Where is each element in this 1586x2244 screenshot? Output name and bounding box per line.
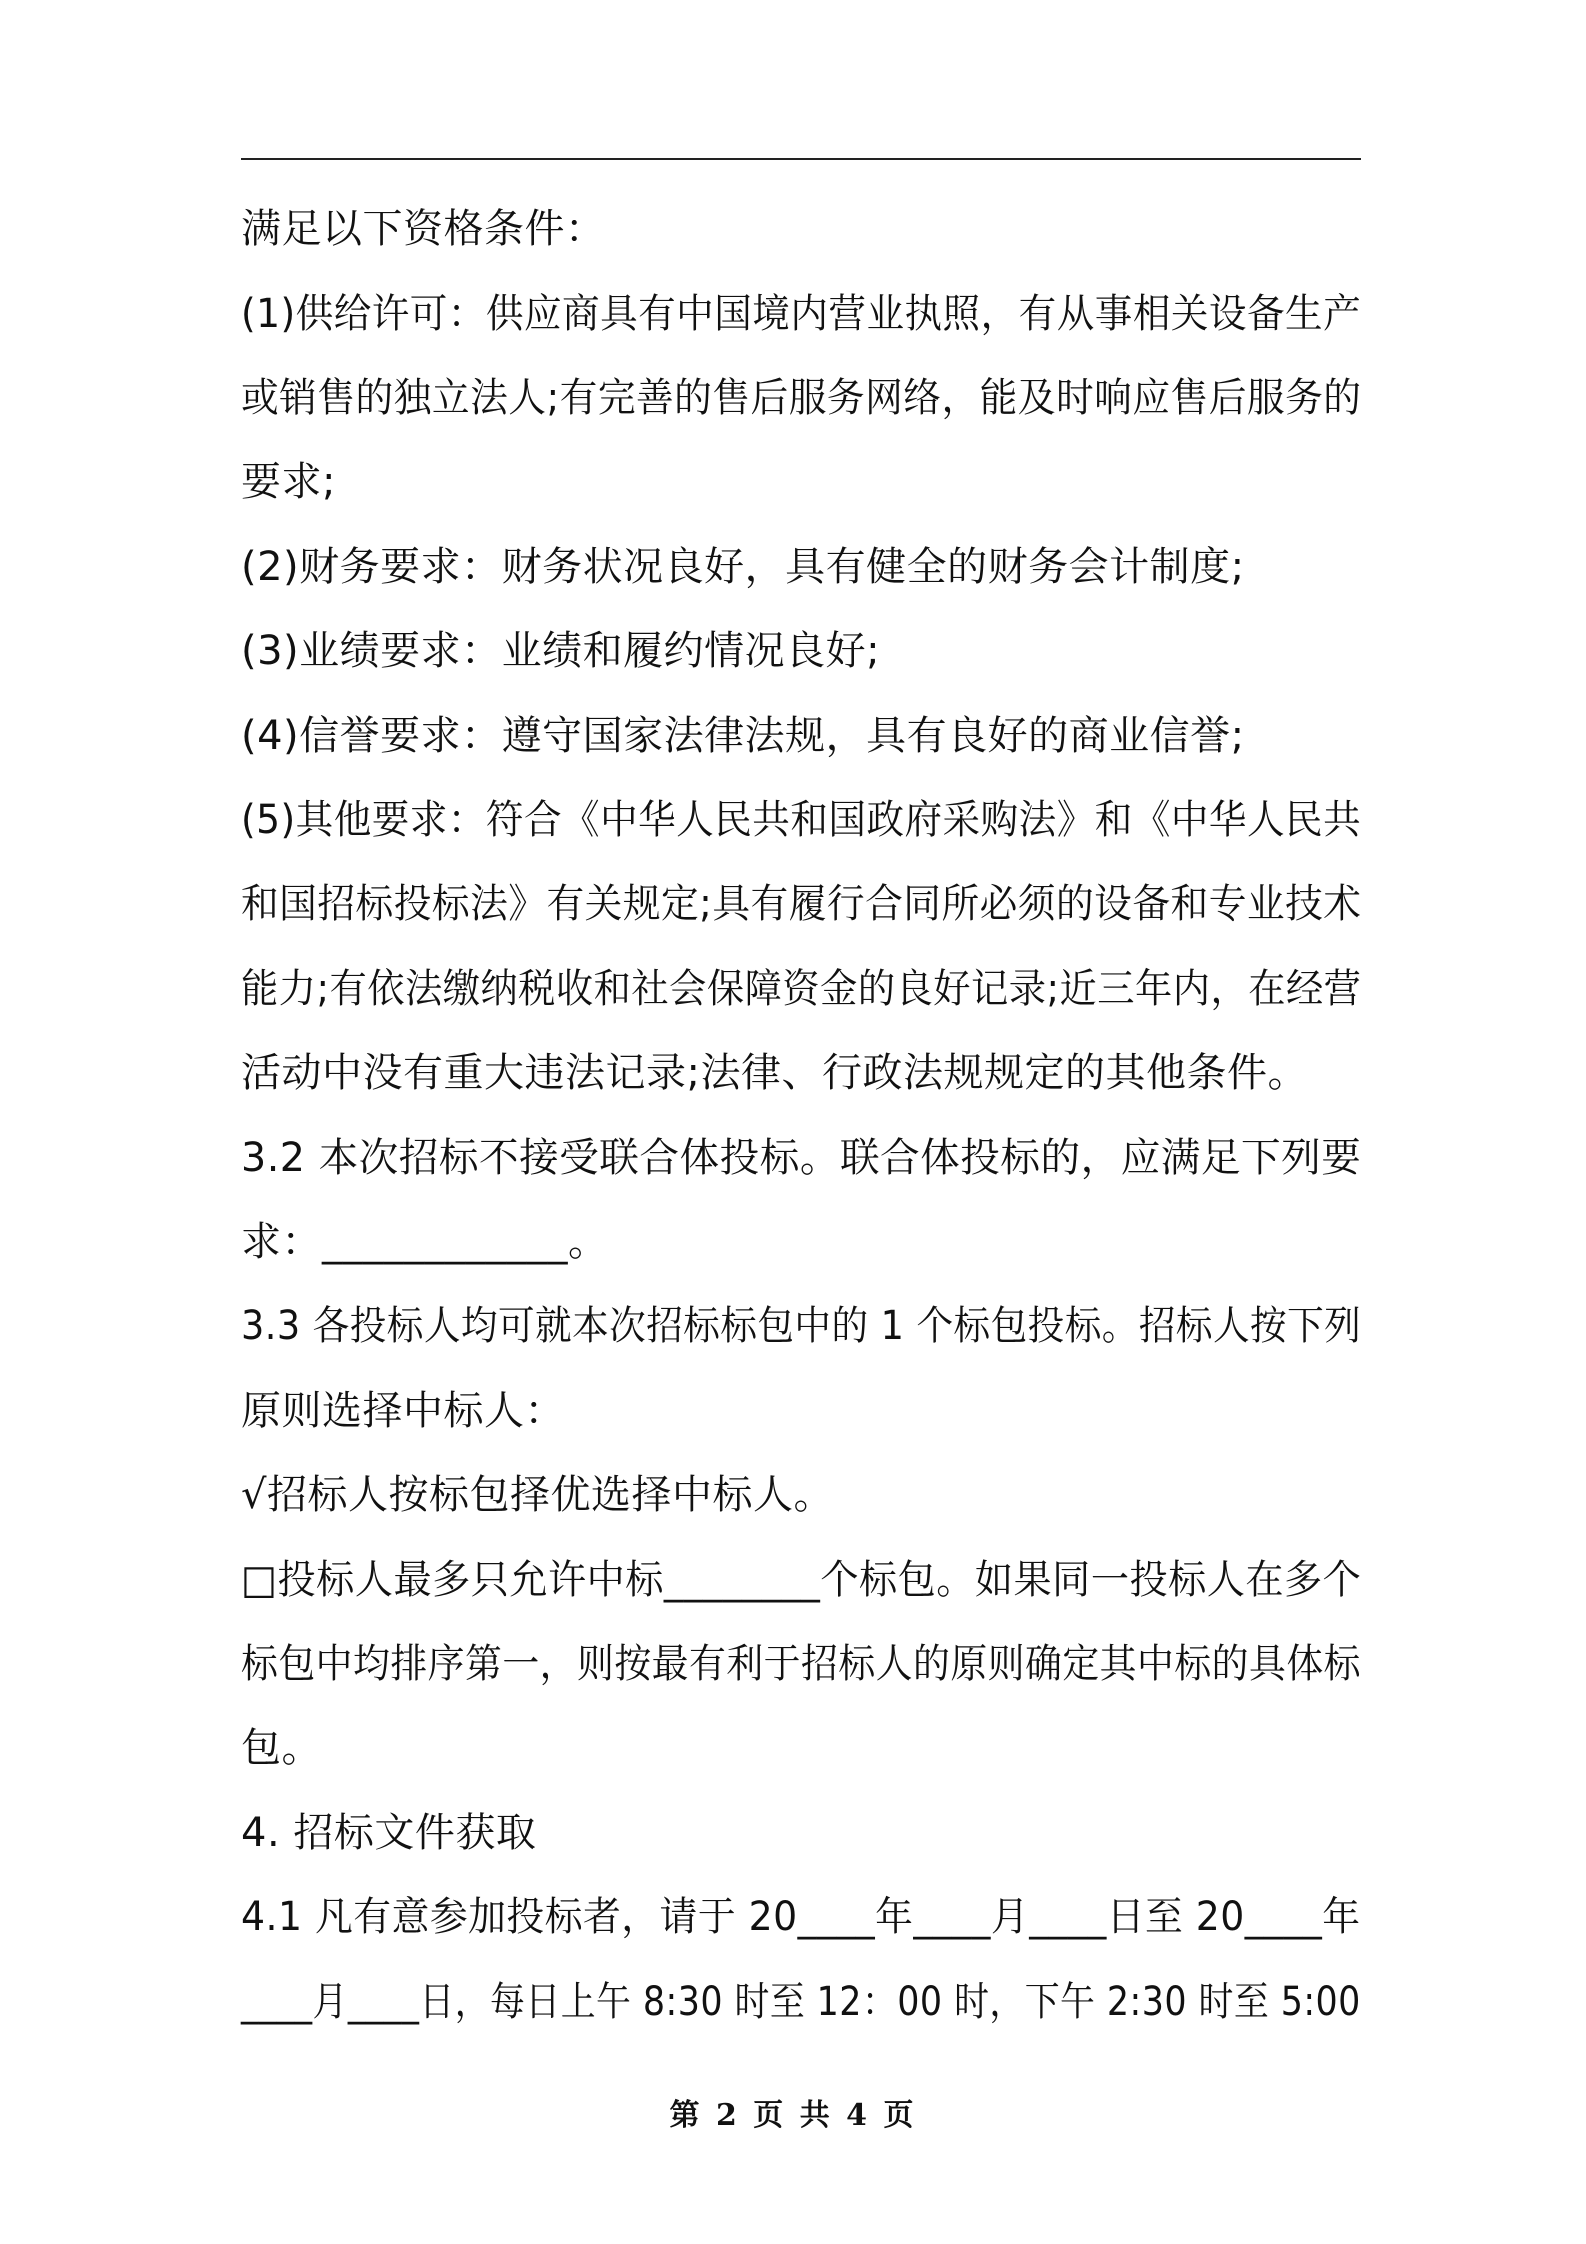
text-line: 要求;	[241, 459, 336, 505]
text-line: 和国招标投标法》有关规定;具有履行合同所必须的设备和专业技术	[241, 881, 1362, 927]
text-line: 活动中没有重大违法记录;法律、行政法规规定的其他条件。	[241, 1050, 1308, 1096]
text-line: √招标人按标包择优选择中标人。	[241, 1472, 834, 1518]
text-line: □投标人最多只允许中标________个标包。如果同一投标人在多个	[241, 1557, 1362, 1603]
header-rule	[241, 158, 1361, 160]
text-line: (3)业绩要求：业绩和履约情况良好;	[241, 628, 881, 674]
text-line: 求：____________。	[241, 1219, 609, 1265]
text-line: (2)财务要求：财务状况良好，具有健全的财务会计制度;	[241, 544, 1245, 590]
text-line: 3.3 各投标人均可就本次招标标包中的 1 个标包投标。招标人按下列	[241, 1303, 1362, 1349]
text-line: 原则选择中标人：	[241, 1388, 565, 1434]
text-line: (1)供给许可：供应商具有中国境内营业执照，有从事相关设备生产	[241, 291, 1362, 337]
text-line: 能力;有依法缴纳税收和社会保障资金的良好记录;近三年内，在经营	[241, 966, 1362, 1012]
section-heading: 4. 招标文件获取	[241, 1810, 537, 1856]
text-line: ____月____日，每日上午 8:30 时至 12：00 时，下午 2:30 时至 5:00	[241, 1979, 1361, 2025]
text-line: (4)信誉要求：遵守国家法律法规，具有良好的商业信誉;	[241, 713, 1245, 759]
text-line: 包。	[241, 1725, 322, 1771]
text-line: 满足以下资格条件：	[241, 206, 606, 252]
text-line: 或销售的独立法人;有完善的售后服务网络，能及时响应售后服务的	[241, 375, 1362, 421]
text-line: 4.1 凡有意参加投标者，请于 20____年____月____日至 20____年	[241, 1894, 1361, 1940]
page-number: 第 2 页 共 4 页	[669, 2098, 917, 2133]
text-line: (5)其他要求：符合《中华人民共和国政府采购法》和《中华人民共	[241, 797, 1362, 843]
text-line: 3.2 本次招标不接受联合体投标。联合体投标的，应满足下列要	[241, 1135, 1362, 1181]
text-line: 标包中均排序第一，则按最有利于招标人的原则确定其中标的具体标	[241, 1641, 1361, 1687]
